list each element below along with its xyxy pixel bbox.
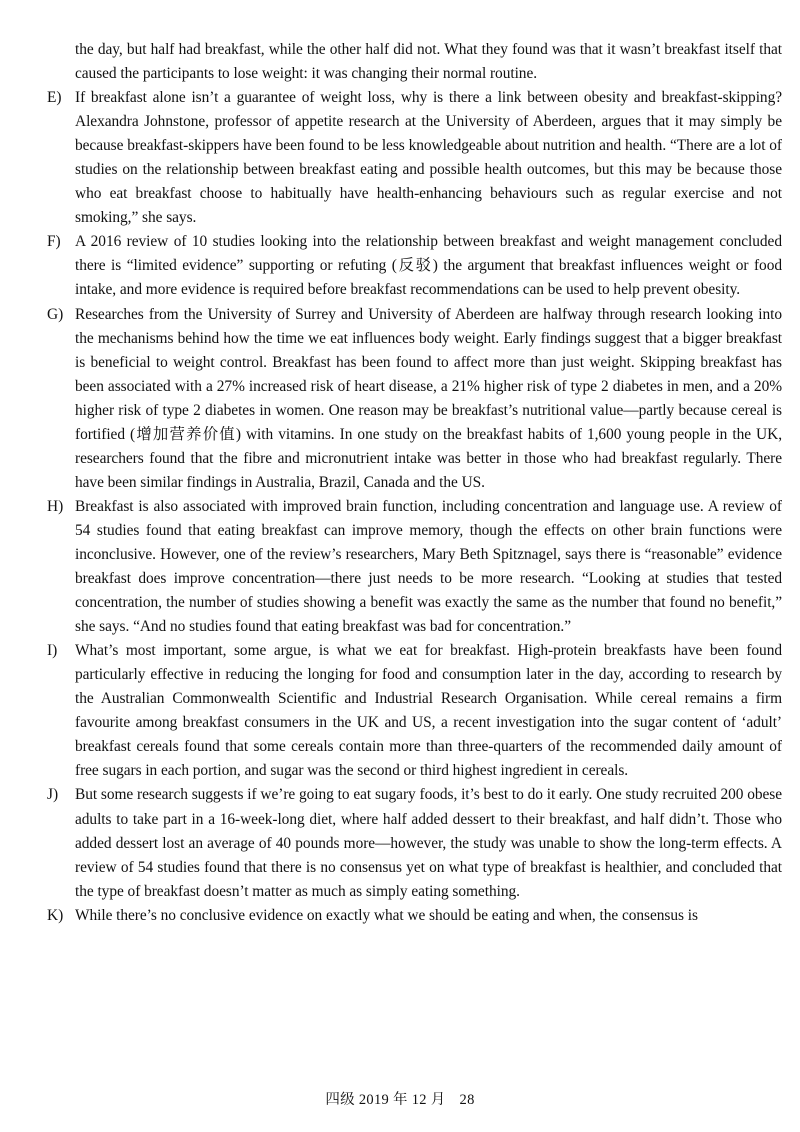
article-body bbox=[47, 38, 782, 928]
paragraph-text: While there’s no conclusive evidence on exactly what we should be eating and when, the consensus is bbox=[75, 906, 698, 924]
paragraph-i bbox=[47, 639, 782, 783]
paragraph-text: If breakfast alone isn’t a guarantee of weight loss, why is there a link between obesity and breakfast-skipping? Alexandra Johnstone, professor of appetite research at the University of Aberdeen, argues that it may simply be because breakfast-skippers have been found to be less knowledgeable about nutrition and health. “There are a lot of studies on the relationship between breakfast eating and possible health outcomes, but this may be because those who eat breakfast choose to habitually have health-enhancing behaviours such as regular exercise and not smoking,” she says. bbox=[75, 89, 782, 227]
paragraph-text: But some research suggests if we’re going to eat sugary foods, it’s best to do it early. One study recruited 200 obese adults to take part in a 16-week-long diet, where half added dessert to their breakfast, and half didn’t. Those who added dessert lost an average of 40 pounds more—however, the study was unable to show the long-term effects. A review of 54 studies found that there is no consensus yet on what type of breakfast is healthier, and concluded that the type of breakfast doesn’t matter as much as simply eating something. bbox=[75, 786, 782, 900]
paragraph-j bbox=[47, 783, 782, 903]
paragraph-text: A 2016 review of 10 studies looking into the relationship between breakfast and weight management concluded there is “limited evidence” supporting or refuting (反驳) the argument that breakfast influences weight or food intake, and more evidence is required before breakfast recommendations can be used to help prevent obesity. bbox=[75, 233, 782, 299]
paragraph-g bbox=[47, 303, 782, 495]
paragraph-letter: I) bbox=[47, 642, 58, 660]
exam-label: 四级 2019 年 12 月 bbox=[325, 1092, 446, 1108]
paragraph-k bbox=[47, 904, 782, 928]
page-footer bbox=[0, 1088, 800, 1109]
paragraph-letter: G) bbox=[47, 305, 64, 323]
paragraph-text: Breakfast is also associated with improved brain function, including concentration and language use. A review of 54 studies found that eating breakfast can improve memory, though the effects on other brain functions were inconclusive. However, one of the review’s researchers, Mary Beth Spitznagel, says there is “reasonable” evidence breakfast does improve concentration—there just needs to be more research. “Looking at studies that tested concentration, the number of studies showing a benefit was exactly the same as the number that found no benefit,” she says. “And no studies found that eating breakfast was bad for concentration.” bbox=[75, 497, 782, 636]
page-number: 28 bbox=[459, 1092, 475, 1108]
paragraph-e bbox=[47, 86, 782, 230]
paragraph-letter: E) bbox=[47, 89, 62, 107]
paragraph-text: Researches from the University of Surrey and University of Aberdeen are halfway through research looking into the mechanisms behind how the time we eat influences body weight. Early findings suggest that a bigger breakfast is beneficial to weight control. Breakfast has been found to affect more than just weight. Skipping breakfast has been associated with a 27% increased risk of heart disease, a 21% higher risk of type 2 diabetes in men, and a 20% higher risk of type 2 diabetes in women. One reason may be breakfast’s nutritional value—partly because cereal is fortified (增加营养价值) with vitamins. In one study on the breakfast habits of 1,600 young people in the UK, researchers found that the fibre and micronutrient intake was better in those who had breakfast regularly. There have been similar findings in Australia, Brazil, Canada and the US. bbox=[75, 305, 782, 491]
paragraph-letter: F) bbox=[47, 233, 61, 251]
paragraph-text: What’s most important, some argue, is what we eat for breakfast. High-protein breakfasts have been found particularly effective in reducing the longing for food and consumption later in the day, according to research by the Australian Commonwealth Scientific and Industrial Research Organisation. While cereal remains a firm favourite among breakfast consumers in the UK and US, a recent investigation into the sugar content of ‘adult’ breakfast cereals found that some cereals contain more than three-quarters of the recommended daily amount of free sugars in each portion, and sugar was the second or third highest ingredient in cereals. bbox=[75, 642, 782, 780]
paragraph-h bbox=[47, 495, 782, 639]
paragraph-d-continued bbox=[47, 38, 782, 86]
paragraph-letter: J) bbox=[47, 786, 59, 804]
paragraph-f bbox=[47, 230, 782, 302]
paragraph-letter: K) bbox=[47, 906, 64, 924]
paragraph-letter: H) bbox=[47, 497, 64, 515]
paragraph-text: the day, but half had breakfast, while the other half did not. What they found was that it wasn’t breakfast itself that caused the participants to lose weight: it was changing their normal routine. bbox=[75, 41, 782, 83]
